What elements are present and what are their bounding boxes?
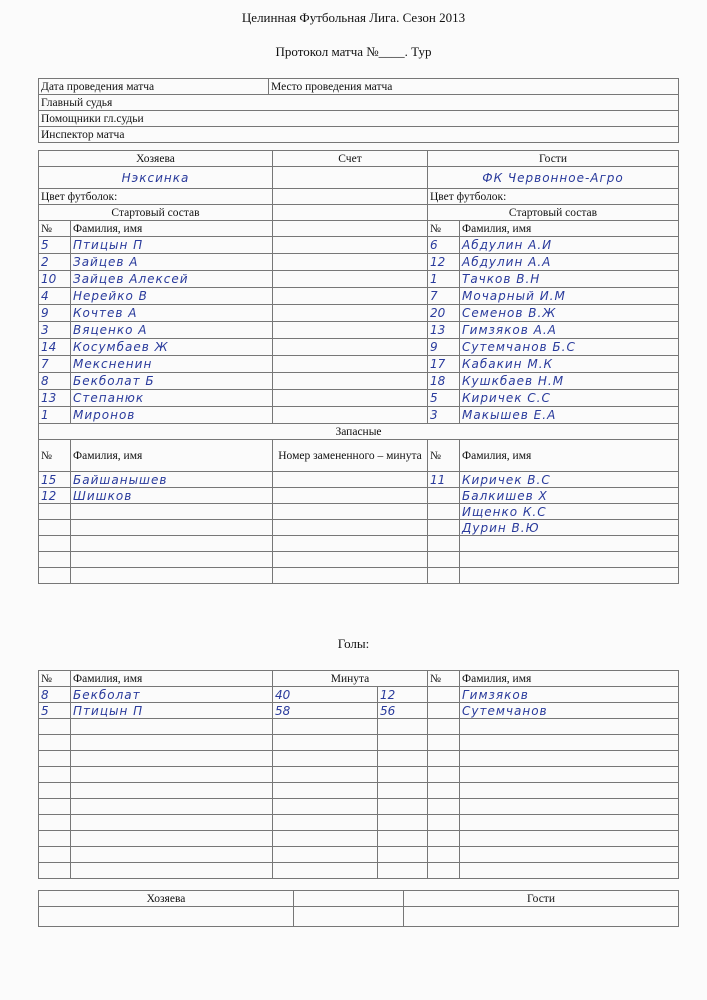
away-player-number: 1 <box>428 271 460 288</box>
table-row <box>39 504 679 520</box>
goal-home-minute <box>273 799 378 815</box>
home-player-name: Косумбаев Ж <box>71 339 273 356</box>
table-row <box>39 390 679 407</box>
blank-cell <box>273 237 428 254</box>
table-row <box>39 271 679 288</box>
table-row <box>39 305 679 322</box>
goal-home-number: 5 <box>39 703 71 719</box>
table-row <box>39 373 679 390</box>
goal-home-number <box>39 863 71 879</box>
goal-home-minute <box>273 735 378 751</box>
goal-home-number <box>39 735 71 751</box>
away-player-name: Гимзяков А.А <box>460 322 679 339</box>
sub-home-name-header: Фамилия, имя <box>71 440 273 472</box>
home-signature <box>39 907 294 927</box>
score-label: Счет <box>273 151 428 167</box>
replaced-cell <box>273 520 428 536</box>
home-player-number: 13 <box>39 390 71 407</box>
goal-home-name <box>71 799 273 815</box>
away-player-number: 6 <box>428 237 460 254</box>
goal-home-number <box>39 815 71 831</box>
goal-away-name <box>460 767 679 783</box>
sub-home-name <box>71 568 273 584</box>
score-value <box>273 167 428 189</box>
goal-away-minute <box>378 783 428 799</box>
goal-home-num-header: № <box>39 671 71 687</box>
blank-cell <box>294 907 404 927</box>
goal-away-name: Гимзяков <box>460 687 679 703</box>
goal-away-number <box>428 847 460 863</box>
goal-away-name <box>460 863 679 879</box>
goal-home-name <box>71 719 273 735</box>
goal-away-name: Сутемчанов <box>460 703 679 719</box>
blank-cell <box>273 407 428 424</box>
blank-cell <box>273 373 428 390</box>
away-player-name: Абдулин А.А <box>460 254 679 271</box>
table-row <box>39 488 679 504</box>
sub-away-num-header: № <box>428 440 460 472</box>
goal-away-name <box>460 831 679 847</box>
table-row <box>39 687 679 703</box>
away-player-number: 5 <box>428 390 460 407</box>
away-player-name: Сутемчанов Б.С <box>460 339 679 356</box>
table-row <box>39 815 679 831</box>
home-player-name: Нерейко В <box>71 288 273 305</box>
away-player-name: Семенов В.Ж <box>460 305 679 322</box>
goal-away-minute <box>378 767 428 783</box>
table-row <box>39 831 679 847</box>
table-row <box>39 719 679 735</box>
sub-home-name: Байшанышев <box>71 472 273 488</box>
goal-home-number <box>39 719 71 735</box>
table-row <box>39 863 679 879</box>
home-player-name: Степанюк <box>71 390 273 407</box>
away-color-label: Цвет футболок: <box>428 189 679 205</box>
sub-home-number <box>39 568 71 584</box>
sub-home-name <box>71 504 273 520</box>
goal-away-number <box>428 735 460 751</box>
away-lineup-label: Стартовый состав <box>428 205 679 221</box>
sub-away-number <box>428 568 460 584</box>
goal-away-number <box>428 767 460 783</box>
home-player-number: 4 <box>39 288 71 305</box>
goal-home-name: Птицын П <box>71 703 273 719</box>
date-label: Дата проведения матча <box>39 79 269 95</box>
goal-away-name <box>460 799 679 815</box>
home-color-label: Цвет футболок: <box>39 189 273 205</box>
goal-home-minute <box>273 847 378 863</box>
goal-home-minute <box>273 767 378 783</box>
goal-away-number <box>428 719 460 735</box>
table-row <box>39 847 679 863</box>
blank-cell <box>294 891 404 907</box>
goal-away-name <box>460 735 679 751</box>
goal-away-number <box>428 831 460 847</box>
replaced-cell <box>273 488 428 504</box>
goal-away-number <box>428 751 460 767</box>
blank-cell <box>273 322 428 339</box>
goal-home-minute <box>273 831 378 847</box>
footer-home-label: Хозяева <box>39 891 294 907</box>
referee-label: Главный судья <box>39 95 679 111</box>
goal-home-number <box>39 831 71 847</box>
sub-away-name-header: Фамилия, имя <box>460 440 679 472</box>
table-row <box>39 356 679 373</box>
sub-home-num-header: № <box>39 440 71 472</box>
replaced-cell <box>273 568 428 584</box>
goal-home-name <box>71 831 273 847</box>
replaced-header: Номер замененного – минута <box>273 440 428 472</box>
table-row <box>39 254 679 271</box>
goal-home-number <box>39 751 71 767</box>
home-player-name: Зайцев А <box>71 254 273 271</box>
sub-away-name: Ищенко К.С <box>460 504 679 520</box>
goal-home-name <box>71 815 273 831</box>
home-player-number: 7 <box>39 356 71 373</box>
goal-away-minute <box>378 831 428 847</box>
home-player-number: 1 <box>39 407 71 424</box>
sub-away-number <box>428 536 460 552</box>
goal-away-minute <box>378 719 428 735</box>
table-row <box>39 536 679 552</box>
goal-home-number: 8 <box>39 687 71 703</box>
goal-home-minute <box>273 751 378 767</box>
home-player-number: 2 <box>39 254 71 271</box>
goal-away-name <box>460 783 679 799</box>
goal-home-minute <box>273 719 378 735</box>
goal-home-name <box>71 767 273 783</box>
assistants-label: Помощники гл.судьи <box>39 111 679 127</box>
table-row <box>39 703 679 719</box>
home-lineup-label: Стартовый состав <box>39 205 273 221</box>
goal-away-number <box>428 687 460 703</box>
away-player-number: 7 <box>428 288 460 305</box>
away-player-name: Кабакин М.К <box>460 356 679 373</box>
sub-away-name: Дурин В.Ю <box>460 520 679 536</box>
sub-away-number <box>428 504 460 520</box>
home-num-header: № <box>39 221 71 237</box>
blank-cell <box>273 288 428 305</box>
goal-home-name <box>71 783 273 799</box>
away-player-name: Тачков В.Н <box>460 271 679 288</box>
goal-away-number <box>428 799 460 815</box>
sub-home-number <box>39 504 71 520</box>
table-row <box>39 568 679 584</box>
blank-cell <box>273 390 428 407</box>
sub-home-name <box>71 552 273 568</box>
goal-away-number <box>428 815 460 831</box>
goal-home-minute <box>273 783 378 799</box>
away-player-number: 18 <box>428 373 460 390</box>
lineup-table <box>38 150 679 584</box>
sub-home-number <box>39 552 71 568</box>
footer-table <box>38 890 679 927</box>
away-player-number: 9 <box>428 339 460 356</box>
sub-away-name <box>460 568 679 584</box>
home-player-name: Миронов <box>71 407 273 424</box>
goals-table <box>38 670 679 879</box>
sub-away-number: 11 <box>428 472 460 488</box>
blank-cell <box>273 254 428 271</box>
home-player-number: 14 <box>39 339 71 356</box>
home-player-name: Мексненин <box>71 356 273 373</box>
away-player-number: 12 <box>428 254 460 271</box>
goal-away-minute: 56 <box>378 703 428 719</box>
blank-cell <box>273 271 428 288</box>
footer-away-label: Гости <box>404 891 679 907</box>
sub-away-name: Балкишев Х <box>460 488 679 504</box>
blank-cell <box>273 221 428 237</box>
goal-home-minute: 40 <box>273 687 378 703</box>
goal-away-name <box>460 719 679 735</box>
table-row <box>39 783 679 799</box>
home-player-name: Зайцев Алексей <box>71 271 273 288</box>
away-player-number: 20 <box>428 305 460 322</box>
goals-title: Голы: <box>337 636 370 651</box>
sub-home-number: 15 <box>39 472 71 488</box>
replaced-cell <box>273 552 428 568</box>
goal-home-number <box>39 767 71 783</box>
goal-away-minute <box>378 735 428 751</box>
sub-home-number: 12 <box>39 488 71 504</box>
home-player-name: Кочтев А <box>71 305 273 322</box>
goal-home-name <box>71 751 273 767</box>
protocol-title: Протокол матча №____. Тур <box>275 44 432 59</box>
inspector-label: Инспектор матча <box>39 127 679 143</box>
goal-away-number <box>428 703 460 719</box>
away-signature <box>404 907 679 927</box>
sub-away-number <box>428 520 460 536</box>
away-num-header: № <box>428 221 460 237</box>
home-team-name: Нэксинка <box>39 167 273 189</box>
sub-away-name <box>460 536 679 552</box>
sub-away-name <box>460 552 679 568</box>
match-info-table <box>38 78 679 143</box>
sub-away-number <box>428 552 460 568</box>
sub-home-name <box>71 536 273 552</box>
goal-home-number <box>39 847 71 863</box>
blank-cell <box>273 305 428 322</box>
table-row <box>39 751 679 767</box>
sub-home-name <box>71 520 273 536</box>
home-label: Хозяева <box>39 151 273 167</box>
home-player-name: Бекболат Б <box>71 373 273 390</box>
blank-cell <box>273 356 428 373</box>
goal-home-minute <box>273 863 378 879</box>
table-row <box>39 472 679 488</box>
table-row <box>39 799 679 815</box>
away-player-name: Макышев Е.А <box>460 407 679 424</box>
home-player-number: 9 <box>39 305 71 322</box>
minute-header: Минута <box>273 671 428 687</box>
goal-away-name-header: Фамилия, имя <box>460 671 679 687</box>
sub-home-number <box>39 536 71 552</box>
goal-away-name <box>460 751 679 767</box>
replaced-cell <box>273 504 428 520</box>
goal-away-num-header: № <box>428 671 460 687</box>
goal-home-minute <box>273 815 378 831</box>
home-player-number: 5 <box>39 237 71 254</box>
sub-home-number <box>39 520 71 536</box>
home-player-number: 8 <box>39 373 71 390</box>
goal-home-minute: 58 <box>273 703 378 719</box>
sub-away-number <box>428 488 460 504</box>
goal-home-name-header: Фамилия, имя <box>71 671 273 687</box>
subs-label: Запасные <box>39 424 679 440</box>
away-player-name: Мочарный И.М <box>460 288 679 305</box>
table-row <box>39 520 679 536</box>
table-row <box>39 237 679 254</box>
away-name-header: Фамилия, имя <box>460 221 679 237</box>
replaced-cell <box>273 536 428 552</box>
goal-away-number <box>428 863 460 879</box>
goal-away-minute: 12 <box>378 687 428 703</box>
away-player-name: Абдулин А.И <box>460 237 679 254</box>
goal-home-name <box>71 863 273 879</box>
replaced-cell <box>273 472 428 488</box>
away-player-number: 17 <box>428 356 460 373</box>
sub-away-name: Киричек В.С <box>460 472 679 488</box>
table-row <box>39 767 679 783</box>
goal-away-minute <box>378 751 428 767</box>
goal-away-name <box>460 815 679 831</box>
home-player-name: Вяценко А <box>71 322 273 339</box>
away-label: Гости <box>428 151 679 167</box>
goal-home-name: Бекболат <box>71 687 273 703</box>
table-row <box>39 339 679 356</box>
table-row <box>39 735 679 751</box>
goal-away-minute <box>378 847 428 863</box>
home-player-number: 3 <box>39 322 71 339</box>
away-player-name: Киричек С.С <box>460 390 679 407</box>
table-row <box>39 552 679 568</box>
goal-away-minute <box>378 863 428 879</box>
goal-away-minute <box>378 815 428 831</box>
goal-home-name <box>71 735 273 751</box>
league-title: Целинная Футбольная Лига. Сезон 2013 <box>241 10 466 25</box>
home-player-number: 10 <box>39 271 71 288</box>
goal-away-name <box>460 847 679 863</box>
goal-away-number <box>428 783 460 799</box>
away-team-name: ФК Червонное-Агро <box>428 167 679 189</box>
goal-home-name <box>71 847 273 863</box>
blank-cell <box>273 339 428 356</box>
away-player-name: Кушкбаев Н.М <box>460 373 679 390</box>
blank-cell <box>273 205 428 221</box>
sub-home-name: Шишков <box>71 488 273 504</box>
home-player-name: Птицын П <box>71 237 273 254</box>
away-player-number: 3 <box>428 407 460 424</box>
goal-away-minute <box>378 799 428 815</box>
table-row <box>39 322 679 339</box>
place-label: Место проведения матча <box>269 79 679 95</box>
home-name-header: Фамилия, имя <box>71 221 273 237</box>
goal-home-number <box>39 783 71 799</box>
goal-home-number <box>39 799 71 815</box>
away-player-number: 13 <box>428 322 460 339</box>
table-row <box>39 288 679 305</box>
blank-cell <box>273 189 428 205</box>
table-row <box>39 407 679 424</box>
